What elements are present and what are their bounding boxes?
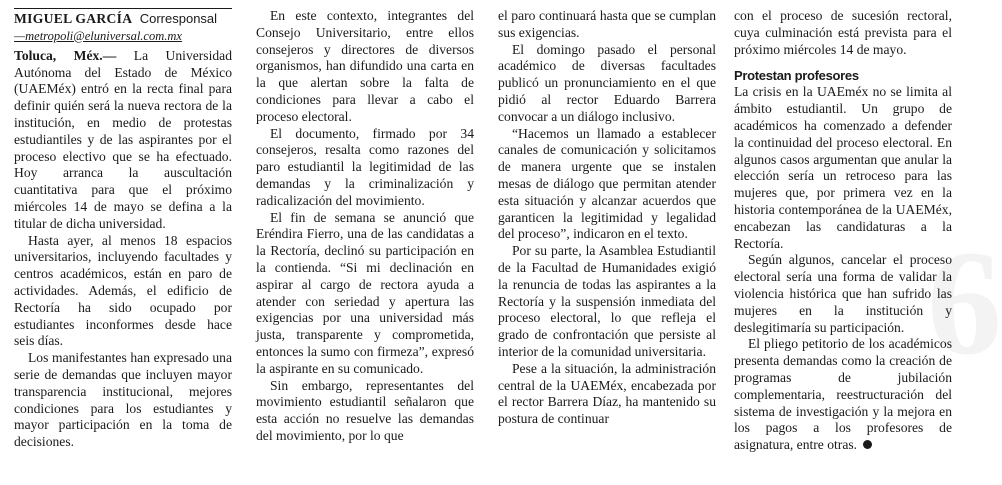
paragraph: En este contexto, integrantes del Consejo Universitario, entre ellos consejeros y directores de diversos organismos, han difundido una carta en la que alertan sobre la falta de condiciones para llevar a cabo el proceso electoral. <box>256 8 474 124</box>
section-subhead: Protestan profesores <box>734 68 859 84</box>
end-of-article-bullet-icon <box>863 440 872 449</box>
watermark-digit: 6 <box>927 220 998 386</box>
column-4 <box>734 8 952 454</box>
paragraph: Sin embargo, representantes del movimiento estudiantil señalaron que esta acción no resuelve las demandas del movimiento, por lo que <box>256 377 474 443</box>
paragraph: Hasta ayer, al menos 18 espacios universitarios, incluyendo facultades y centros académicos, están en paro de actividades. Además, el edificio de Rectoría ha sido ocupado por estudiantes inconformes desde hace seis días. <box>14 232 232 349</box>
paragraph: Por su parte, la Asamblea Estudiantil de la Facultad de Humanidades exigió la renuncia de todas las aspirantes a la Rectoría y la suspensión inmediata del proceso electoral, lo que refleja el grado de confrontación que persiste al interior de la comunidad universitaria. <box>498 243 716 359</box>
paragraph-text: La Universidad Autónoma del Estado de México (UAEMéx) entró en la recta final para definir quién será la nueva rectora de la institución, en medio de protestas estudiantiles y de las aspirantes por el proceso electivo que se ha efectuado. Hoy arranca la auscultación cuantitativa para que el próximo miércoles 14 de mayo se defina a la titular de dicha universidad. <box>14 47 233 231</box>
paragraph: La crisis en la UAEméx no se limita al ámbito estudiantil. Un grupo de académicos ha comenzado a defender la continuidad del proceso electoral. En algunos casos argumentan que anular la elección sería un retroceso para las mujeres que, por primera vez en la historia contemporánea de la UAEMéx, encabezan las candidaturas a la Rectoría. <box>734 84 952 251</box>
paragraph: “Hacemos un llamado a establecer canales de comunicación y solicitamos de manera urgente que se instalen mesas de diálogo que permitan atender esta situación y alcanzar acuerdos que garanticen la legitimidad y legalidad del proceso”, indicaron en el texto. <box>498 125 716 242</box>
paragraph-text: El pliego petitorio de los académicos presenta demandas como la creación de programas de jubilación complementaria, reestructuración del sistema de investigación y la mejora en los pagos a los profesores de asignatura, entre otras. <box>734 336 952 453</box>
dateline: Toluca, Méx.— <box>14 47 117 63</box>
paragraph: con el proceso de sucesión rectoral, cuya culminación está prevista para el próximo miércoles 14 de mayo. <box>734 8 952 57</box>
author-name: MIGUEL GARCÍA <box>14 11 133 26</box>
news-article <box>14 8 994 480</box>
paragraph <box>14 48 232 233</box>
paragraph: El fin de semana se anunció que Eréndira Fierro, una de las candidatas a la Rectoría, declinó su participación en la contienda. “Si mi declinación en aspirar al cargo de rectora ayuda a atender con seriedad y apertura las exigencias por una universidad más justa, transparente y comprometida, entonces la sumo con firmeza”, expresó la aspirante en su comunicado. <box>256 209 474 376</box>
author-role: Corresponsal <box>139 11 218 26</box>
column-1 <box>14 8 232 451</box>
paragraph: El documento, firmado por 34 consejeros, resalta como razones del paro estudiantil la legitimidad de las demandas y la criminalización y radicalización del movimiento. <box>256 125 474 208</box>
byline <box>14 8 232 44</box>
author-email-link[interactable]: —metropoli@eluniversal.com.mx <box>14 28 182 43</box>
paragraph: Según algunos, cancelar el proceso electoral sería una forma de validar la violencia histórica que han sufrido las mujeres en la institución y deslegitimaría su participación. <box>734 252 952 335</box>
paragraph: Pese a la situación, la administración central de la UAEMéx, encabezada por el rector Barrera Díaz, ha mantenido su postura de continuar <box>498 360 716 427</box>
paragraph: El domingo pasado el personal académico de diversas facultades publicó un pronunciamiento en el que pidió al rector Eduardo Barrera convocar a un diálogo inclusivo. <box>498 41 716 124</box>
column-3 <box>498 8 716 428</box>
paragraph <box>734 336 952 454</box>
paragraph: Los manifestantes han expresado una serie de demandas que incluyen mayor transparencia institucional, mejores condiciones para los estudiantes y mayor participación en la toma de decisiones. <box>14 350 232 450</box>
paragraph: el paro continuará hasta que se cumplan sus exigencias. <box>498 8 716 40</box>
column-2 <box>256 8 474 445</box>
